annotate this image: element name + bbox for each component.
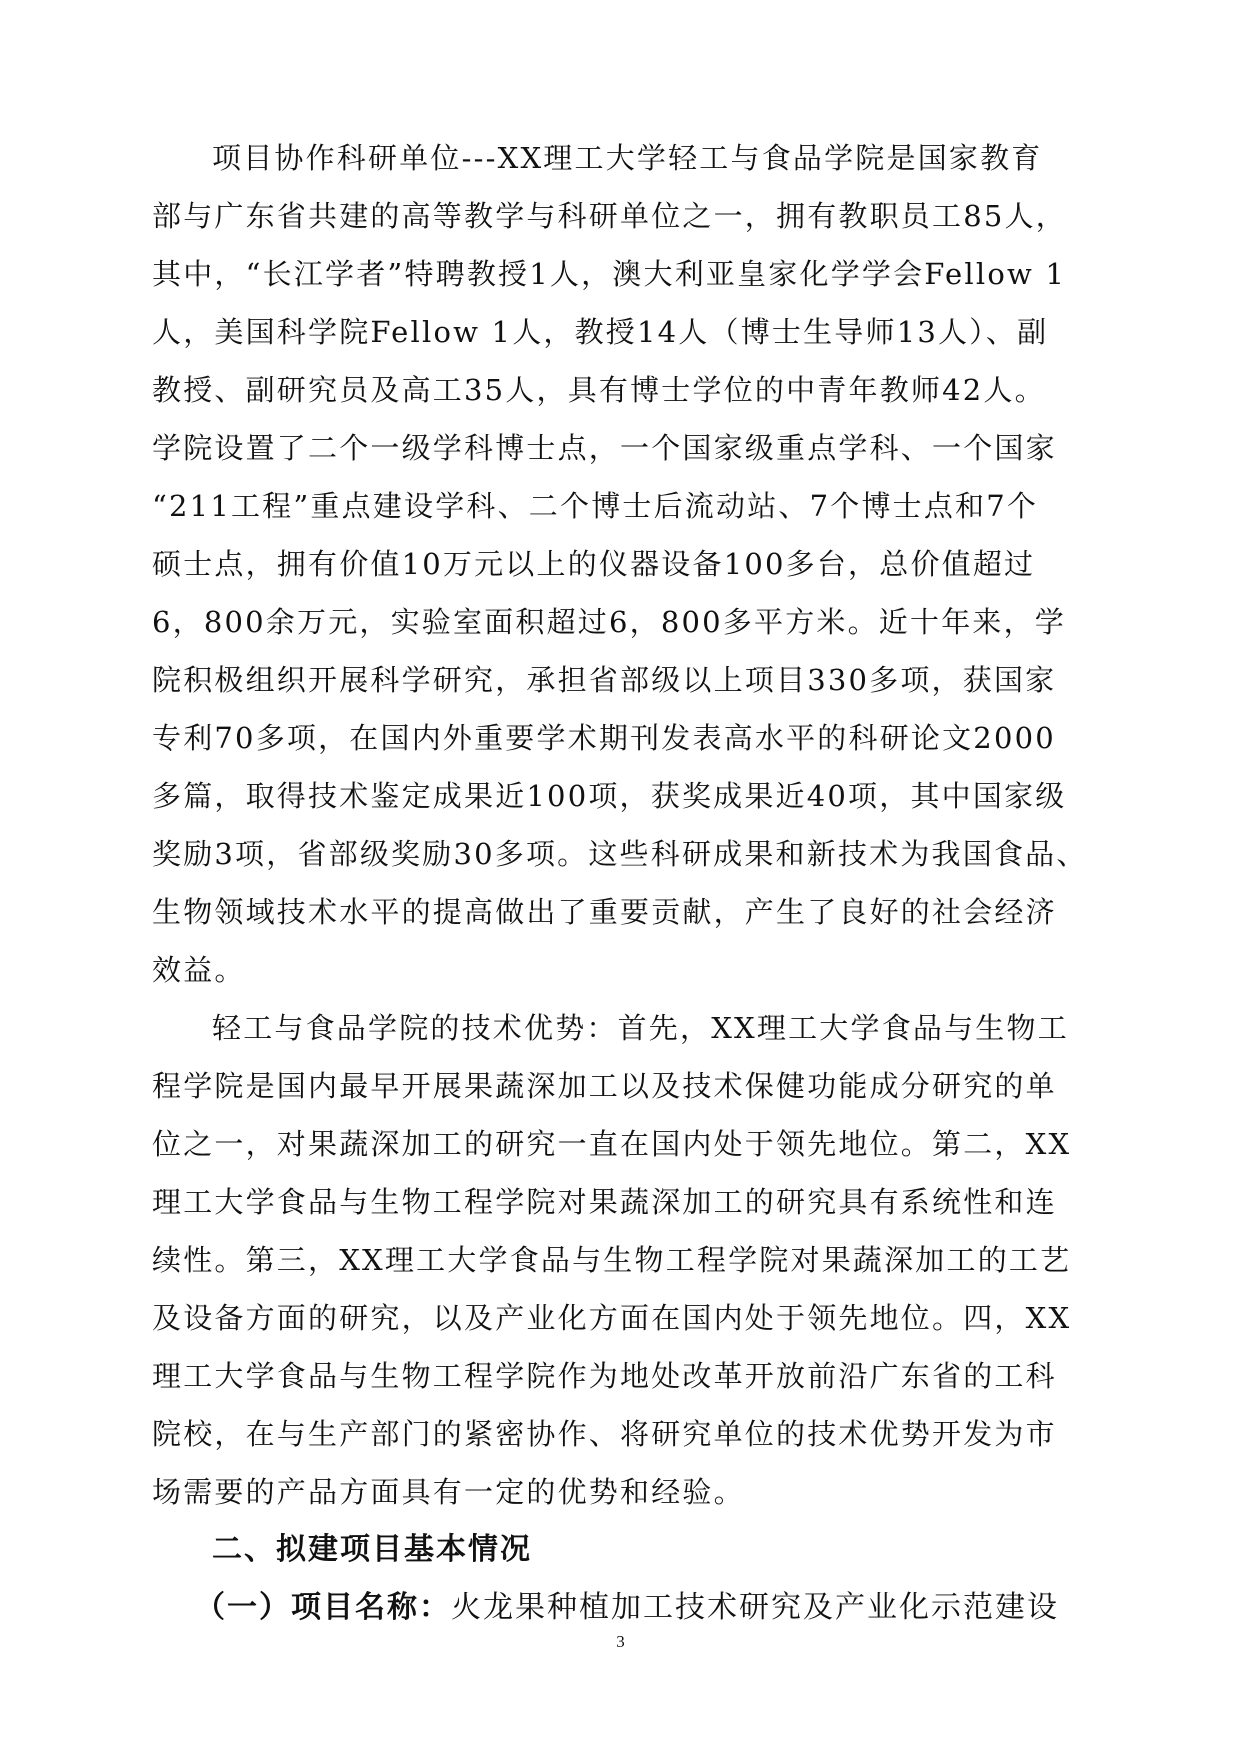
paragraph-2-line-8: 院校，在与生产部门的紧密协作、将研究单位的技术优势开发为市	[152, 1417, 1057, 1451]
paragraph-1-line-15: 效益。	[152, 953, 246, 987]
paragraph-1-line-13: 奖励3项，省部级奖励30多项。这些科研成果和新技术为我国食品、	[152, 837, 1088, 871]
paragraph-1-line-7: “211工程”重点建设学科、二个博士后流动站、7个博士点和7个	[152, 489, 1039, 523]
section-heading: 二、拟建项目基本情况	[212, 1532, 532, 1567]
paragraph-2-line-2: 程学院是国内最早开展果蔬深加工以及技术保健功能成分研究的单	[152, 1069, 1057, 1103]
paragraph-2-line-7: 理工大学食品与生物工程学院作为地处改革开放前沿广东省的工科	[152, 1359, 1057, 1393]
paragraph-1-line-10: 院积极组织开展科学研究，承担省部级以上项目330多项，获国家	[152, 663, 1057, 697]
paragraph-1-line-14: 生物领域技术水平的提高做出了重要贡献，产生了良好的社会经济	[152, 895, 1057, 929]
paragraph-1-line-12: 多篇，取得技术鉴定成果近100项，获奖成果近40项，其中国家级	[152, 779, 1067, 813]
paragraph-1-line-6: 学院设置了二个一级学科博士点，一个国家级重点学科、一个国家	[152, 431, 1057, 465]
paragraph-1-line-8: 硕士点，拥有价值10万元以上的仪器设备100多台，总价值超过	[152, 547, 1036, 581]
project-name-line	[195, 1579, 1059, 1637]
paragraph-2-line-6: 及设备方面的研究，以及产业化方面在国内处于领先地位。四，XX	[152, 1301, 1072, 1335]
paragraph-2-line-9: 场需要的产品方面具有一定的优势和经验。	[152, 1475, 745, 1509]
paragraph-1-line-9: 6，800余万元，实验室面积超过6，800多平方米。近十年来，学	[152, 605, 1067, 639]
paragraph-1-line-11: 专利70多项，在国内外重要学术期刊发表高水平的科研论文2000	[152, 721, 1056, 755]
paragraph-2-line-1: 轻工与食品学院的技术优势：首先，XX理工大学食品与生物工	[212, 1011, 1069, 1045]
paragraph-1-line-4: 人，美国科学院Fellow 1人，教授14人（博士生导师13人）、副	[152, 315, 1049, 349]
paragraph-2-line-3: 位之一，对果蔬深加工的研究一直在国内处于领先地位。第二，XX	[152, 1127, 1072, 1161]
paragraph-1-line-1: 项目协作科研单位---XX理工大学轻工与食品学院是国家教育	[212, 141, 1043, 175]
page-number: 3	[616, 1632, 625, 1651]
project-name-value: 火龙果种植加工技术研究及产业化示范建设	[451, 1590, 1059, 1625]
paragraph-2-line-5: 续性。第三，XX理工大学食品与生物工程学院对果蔬深加工的工艺	[152, 1243, 1072, 1277]
paragraph-1-line-2: 部与广东省共建的高等教学与科研单位之一，拥有教职员工85人，	[152, 199, 1067, 233]
paragraph-1-line-3: 其中，“长江学者”特聘教授1人，澳大利亚皇家化学学会Fellow 1	[152, 257, 1067, 291]
paragraph-2-line-4: 理工大学食品与生物工程学院对果蔬深加工的研究具有系统性和连	[152, 1185, 1057, 1219]
project-name-label: （一）项目名称：	[195, 1590, 451, 1625]
paragraph-1-line-5: 教授、副研究员及高工35人，具有博士学位的中青年教师42人。	[152, 373, 1046, 407]
